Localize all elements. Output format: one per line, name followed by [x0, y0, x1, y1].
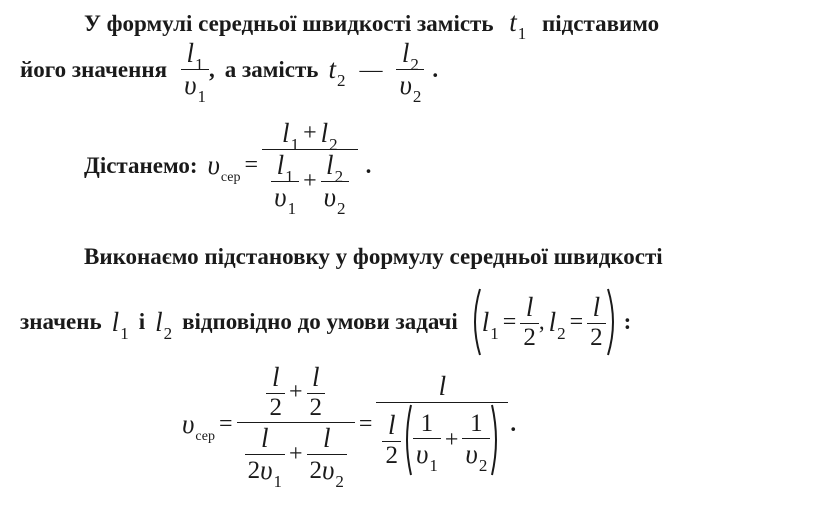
- comma: ,: [538, 309, 545, 334]
- var-l2: $l_2$: [155, 306, 173, 343]
- comma: ,: [208, 56, 215, 82]
- equals-sign: =: [502, 308, 517, 335]
- equals-sign: =: [219, 410, 233, 437]
- conjunction: і: [138, 309, 146, 334]
- formula-line-2: [182, 362, 517, 491]
- right-paren: [606, 287, 620, 357]
- var-v-avg: $\upsilon_{сер}$: [182, 408, 216, 444]
- sentence-part: підставимо: [542, 11, 660, 36]
- equals-sign: =: [358, 410, 373, 437]
- colon: :: [623, 309, 632, 334]
- var-l2: $l_2$: [548, 306, 566, 343]
- label-obtain: Дістанемо:: [84, 152, 198, 178]
- var-t2: $t_2$: [328, 54, 346, 90]
- text-line-2: [20, 38, 439, 106]
- text-line-1: [84, 7, 660, 43]
- sentence-part: його значення: [20, 56, 168, 82]
- period: .: [365, 152, 372, 178]
- var-t1: $t_1$: [509, 7, 527, 43]
- fraction-avg-speed: $l_1$ + $l_2$ $\frac{l_1}{\upsilon_1}$ + $\frac{l_2}{\upsilon_2}$: [262, 118, 358, 213]
- left-paren: [401, 403, 413, 477]
- formula-line-1: [84, 118, 372, 218]
- sentence-part: значень: [20, 309, 102, 334]
- text-line-3: [84, 244, 663, 270]
- period: .: [432, 56, 439, 82]
- sentence-part: У формулі середньої швидкості замість: [84, 11, 494, 36]
- fraction-substituted: $\frac{l}{2}$ + $\frac{l}{2}$ l 2 $\upsilon_1$ + l 2 $\upsilon_2$: [237, 362, 355, 486]
- dash: —: [359, 56, 383, 82]
- left-paren: [468, 287, 482, 357]
- right-paren: [490, 403, 502, 477]
- fraction-l1-v1: $\frac{l_1}{\upsilon_1}$: [181, 38, 209, 101]
- fraction-l-over-2: $\frac{l}{2}$: [587, 292, 606, 352]
- var-v-avg: $\upsilon_{сер}$: [207, 150, 241, 185]
- sentence-part: Виконаємо підстановку у формулу середньої швидкості: [84, 244, 663, 269]
- var-l1: $l_1$: [481, 306, 499, 343]
- sentence-part: відповідно до умови задачі: [182, 309, 458, 334]
- equals-sign: =: [569, 308, 584, 335]
- fraction-simplified: l $\frac{l}{2}$ $\frac{1}{\upsilon_1}$ + $\frac{1}{\upsilon_2}$: [376, 371, 508, 477]
- period: .: [510, 411, 517, 436]
- equals-sign: =: [244, 152, 259, 178]
- var-l1: $l_1$: [111, 306, 129, 343]
- sentence-part: а замість: [224, 56, 319, 82]
- text-line-4: [20, 287, 631, 357]
- fraction-l2-v2: $\frac{l_2}{\upsilon_2}$: [396, 38, 424, 101]
- fraction-l-over-2: $\frac{l}{2}$: [520, 292, 539, 352]
